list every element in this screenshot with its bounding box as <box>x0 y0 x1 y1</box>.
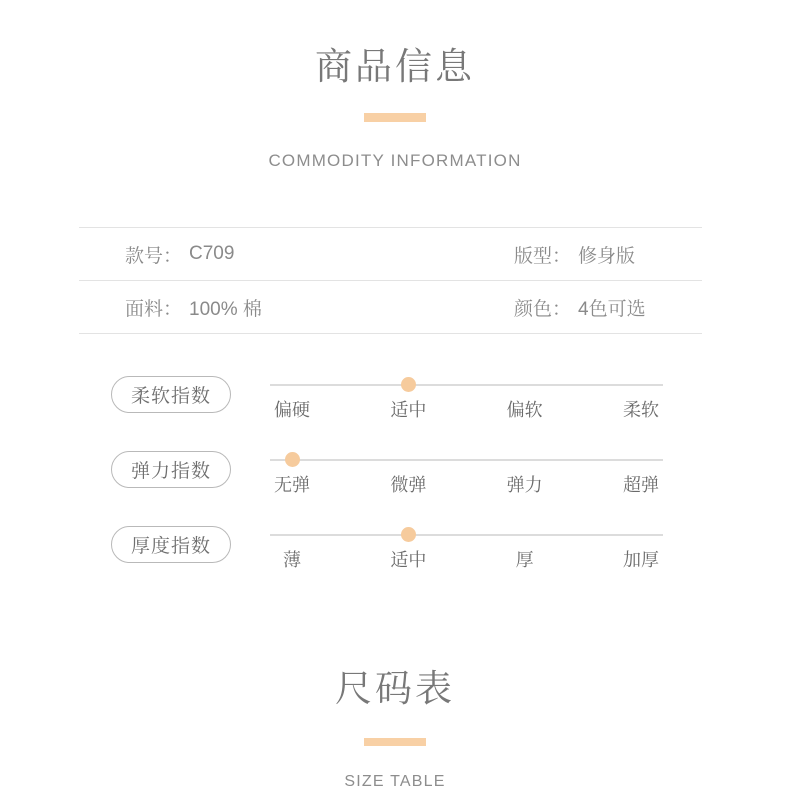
spec-cell-fit-type <box>514 241 666 268</box>
spec-row-2 <box>79 280 702 333</box>
spec-label: 面料： <box>125 298 183 320</box>
scale-label: 偏软 <box>506 400 543 420</box>
accent-divider-bar <box>364 113 426 122</box>
scale-label: 薄 <box>283 550 301 570</box>
spec-row-1 <box>79 228 702 280</box>
spec-cell-style-no <box>125 241 234 268</box>
size-table-title: 尺码表 <box>335 668 455 709</box>
spec-value: 100% 棉 <box>189 298 262 320</box>
index-row-thickness <box>0 526 790 601</box>
scale-label: 加厚 <box>622 550 659 570</box>
slider-track <box>270 384 663 386</box>
scale-label: 柔软 <box>622 400 659 420</box>
thickness-index-pill: 厚度指数 <box>111 526 231 563</box>
slider-track <box>270 534 663 536</box>
size-table-header <box>0 648 790 791</box>
spec-value: 4色可选 <box>578 298 646 320</box>
spec-cell-fabric <box>125 294 262 321</box>
elasticity-index-pill: 弹力指数 <box>111 451 231 488</box>
scale-label: 微弹 <box>390 475 427 495</box>
elasticity-scale <box>270 451 663 511</box>
scale-labels <box>270 546 663 572</box>
scale-labels <box>270 396 663 422</box>
spec-cell-color <box>514 294 666 321</box>
size-table-subtitle: SIZE TABLE <box>344 773 446 790</box>
spec-table <box>79 227 702 334</box>
slider-dot <box>401 527 416 542</box>
scale-label: 无弹 <box>274 475 310 495</box>
thickness-scale <box>270 526 663 586</box>
slider-dot <box>285 452 300 467</box>
softness-index-pill: 柔软指数 <box>111 376 231 413</box>
size-accent-divider-bar <box>364 738 426 746</box>
scale-label: 适中 <box>390 550 427 570</box>
scale-label: 厚 <box>515 550 534 570</box>
scale-labels <box>270 471 663 497</box>
commodity-info-subtitle: COMMODITY INFORMATION <box>268 151 522 170</box>
slider-dot <box>401 377 416 392</box>
spec-label: 版型： <box>514 245 572 267</box>
softness-scale <box>270 376 663 436</box>
commodity-info-title: 商品信息 <box>315 46 475 87</box>
spec-label: 颜色： <box>514 298 572 320</box>
spec-label: 款号： <box>125 245 183 267</box>
spec-value: 修身版 <box>578 245 636 267</box>
spec-value: C709 <box>189 243 235 264</box>
commodity-info-header <box>0 0 790 171</box>
scale-label: 超弹 <box>622 475 659 495</box>
scale-label: 偏硬 <box>274 400 310 420</box>
index-row-softness <box>0 376 790 451</box>
scale-label: 弹力 <box>506 475 543 495</box>
scale-label: 适中 <box>390 400 427 420</box>
index-sliders <box>0 376 790 601</box>
index-row-elasticity <box>0 451 790 526</box>
slider-track <box>270 459 663 461</box>
